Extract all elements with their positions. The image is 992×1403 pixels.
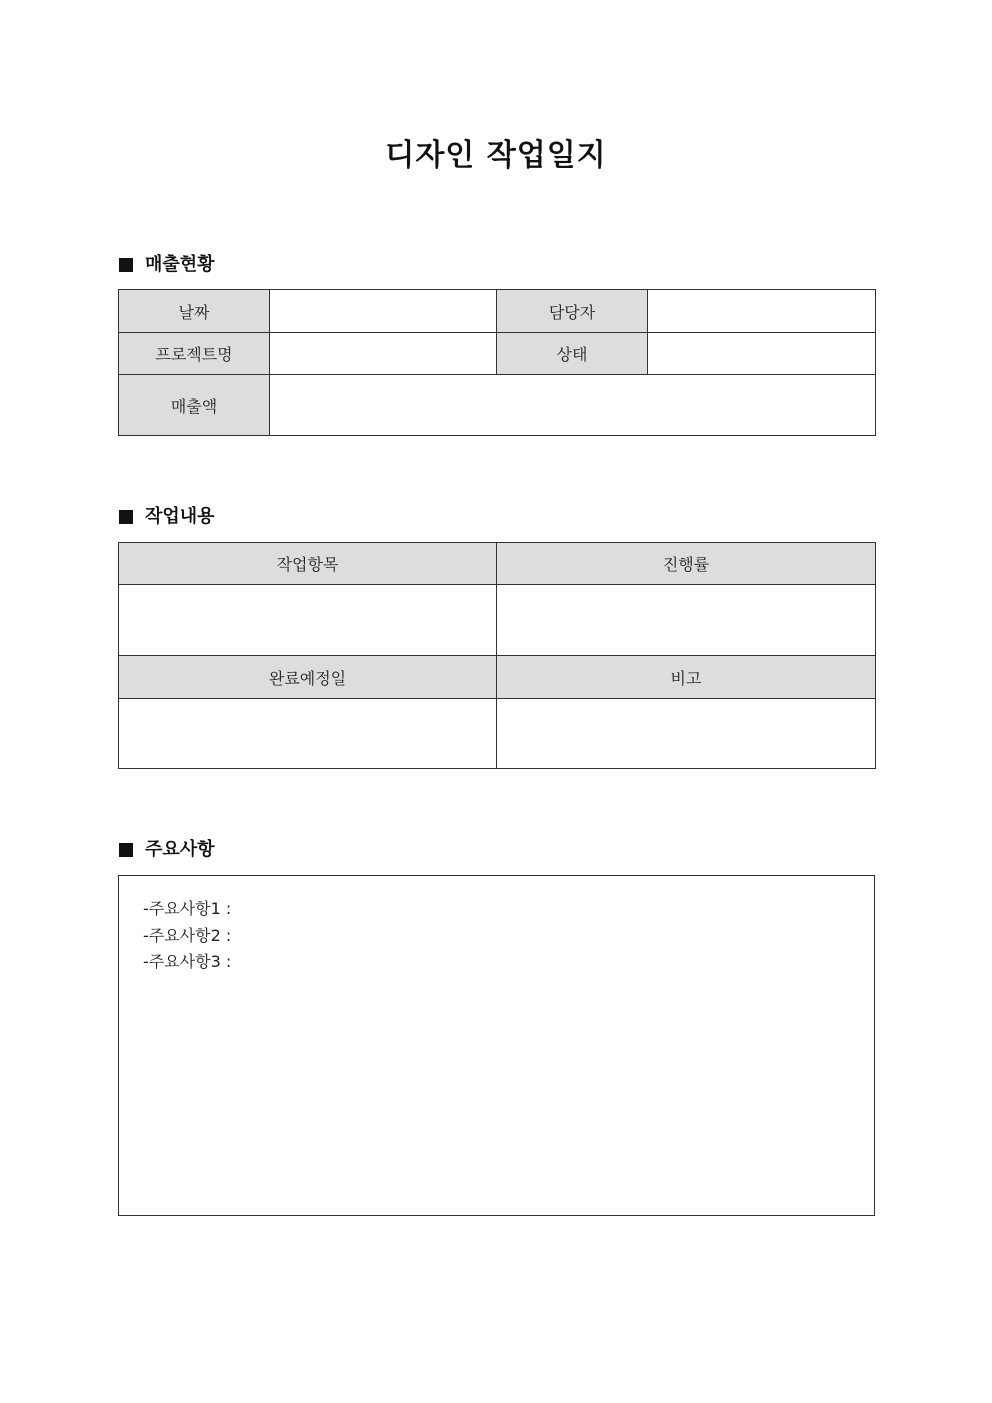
project-label: 프로젝트명 <box>119 333 270 375</box>
work-value-row-1 <box>119 585 876 656</box>
due-date-field[interactable] <box>119 699 497 769</box>
note-item-1: -주요사항1 : <box>143 899 232 918</box>
progress-field[interactable] <box>497 585 876 656</box>
work-table <box>118 542 876 769</box>
notes-box[interactable] <box>118 875 875 1216</box>
note-item-2: -주요사항2 : <box>143 925 232 945</box>
due-date-label: 완료예정일 <box>119 656 497 699</box>
status-label: 상태 <box>497 333 648 375</box>
project-field[interactable] <box>270 333 497 375</box>
manager-label: 담당자 <box>497 290 648 333</box>
notes-list <box>119 876 874 976</box>
page-title: 디자인 작업일지 <box>385 138 607 173</box>
work-section-heading <box>119 505 215 529</box>
work-item-field[interactable] <box>119 585 497 656</box>
work-section-title: 작업내용 <box>145 506 215 527</box>
date-field[interactable] <box>270 290 497 333</box>
date-label: 날짜 <box>119 290 270 333</box>
work-item-label: 작업항목 <box>119 543 497 585</box>
work-header-row-2 <box>119 656 876 699</box>
square-bullet-icon <box>119 510 133 524</box>
sales-row-project <box>119 333 876 375</box>
sales-section-title: 매출현황 <box>145 254 215 275</box>
note-item-3: -주요사항3 : <box>143 952 232 971</box>
manager-field[interactable] <box>648 290 876 333</box>
notes-section-title: 주요사항 <box>145 839 215 860</box>
work-value-row-2 <box>119 699 876 769</box>
remarks-field[interactable] <box>497 699 876 769</box>
status-field[interactable] <box>648 333 876 375</box>
notes-section-heading <box>119 838 215 862</box>
sales-row-revenue <box>119 375 876 436</box>
square-bullet-icon <box>119 258 133 272</box>
revenue-field[interactable] <box>270 375 876 436</box>
remarks-label: 비고 <box>497 656 876 699</box>
progress-label: 진행률 <box>497 543 876 585</box>
revenue-label: 매출액 <box>119 375 270 436</box>
sales-row-date <box>119 290 876 333</box>
sales-section-heading <box>119 253 215 277</box>
work-header-row-1 <box>119 543 876 585</box>
square-bullet-icon <box>119 843 133 857</box>
sales-table <box>118 289 876 436</box>
